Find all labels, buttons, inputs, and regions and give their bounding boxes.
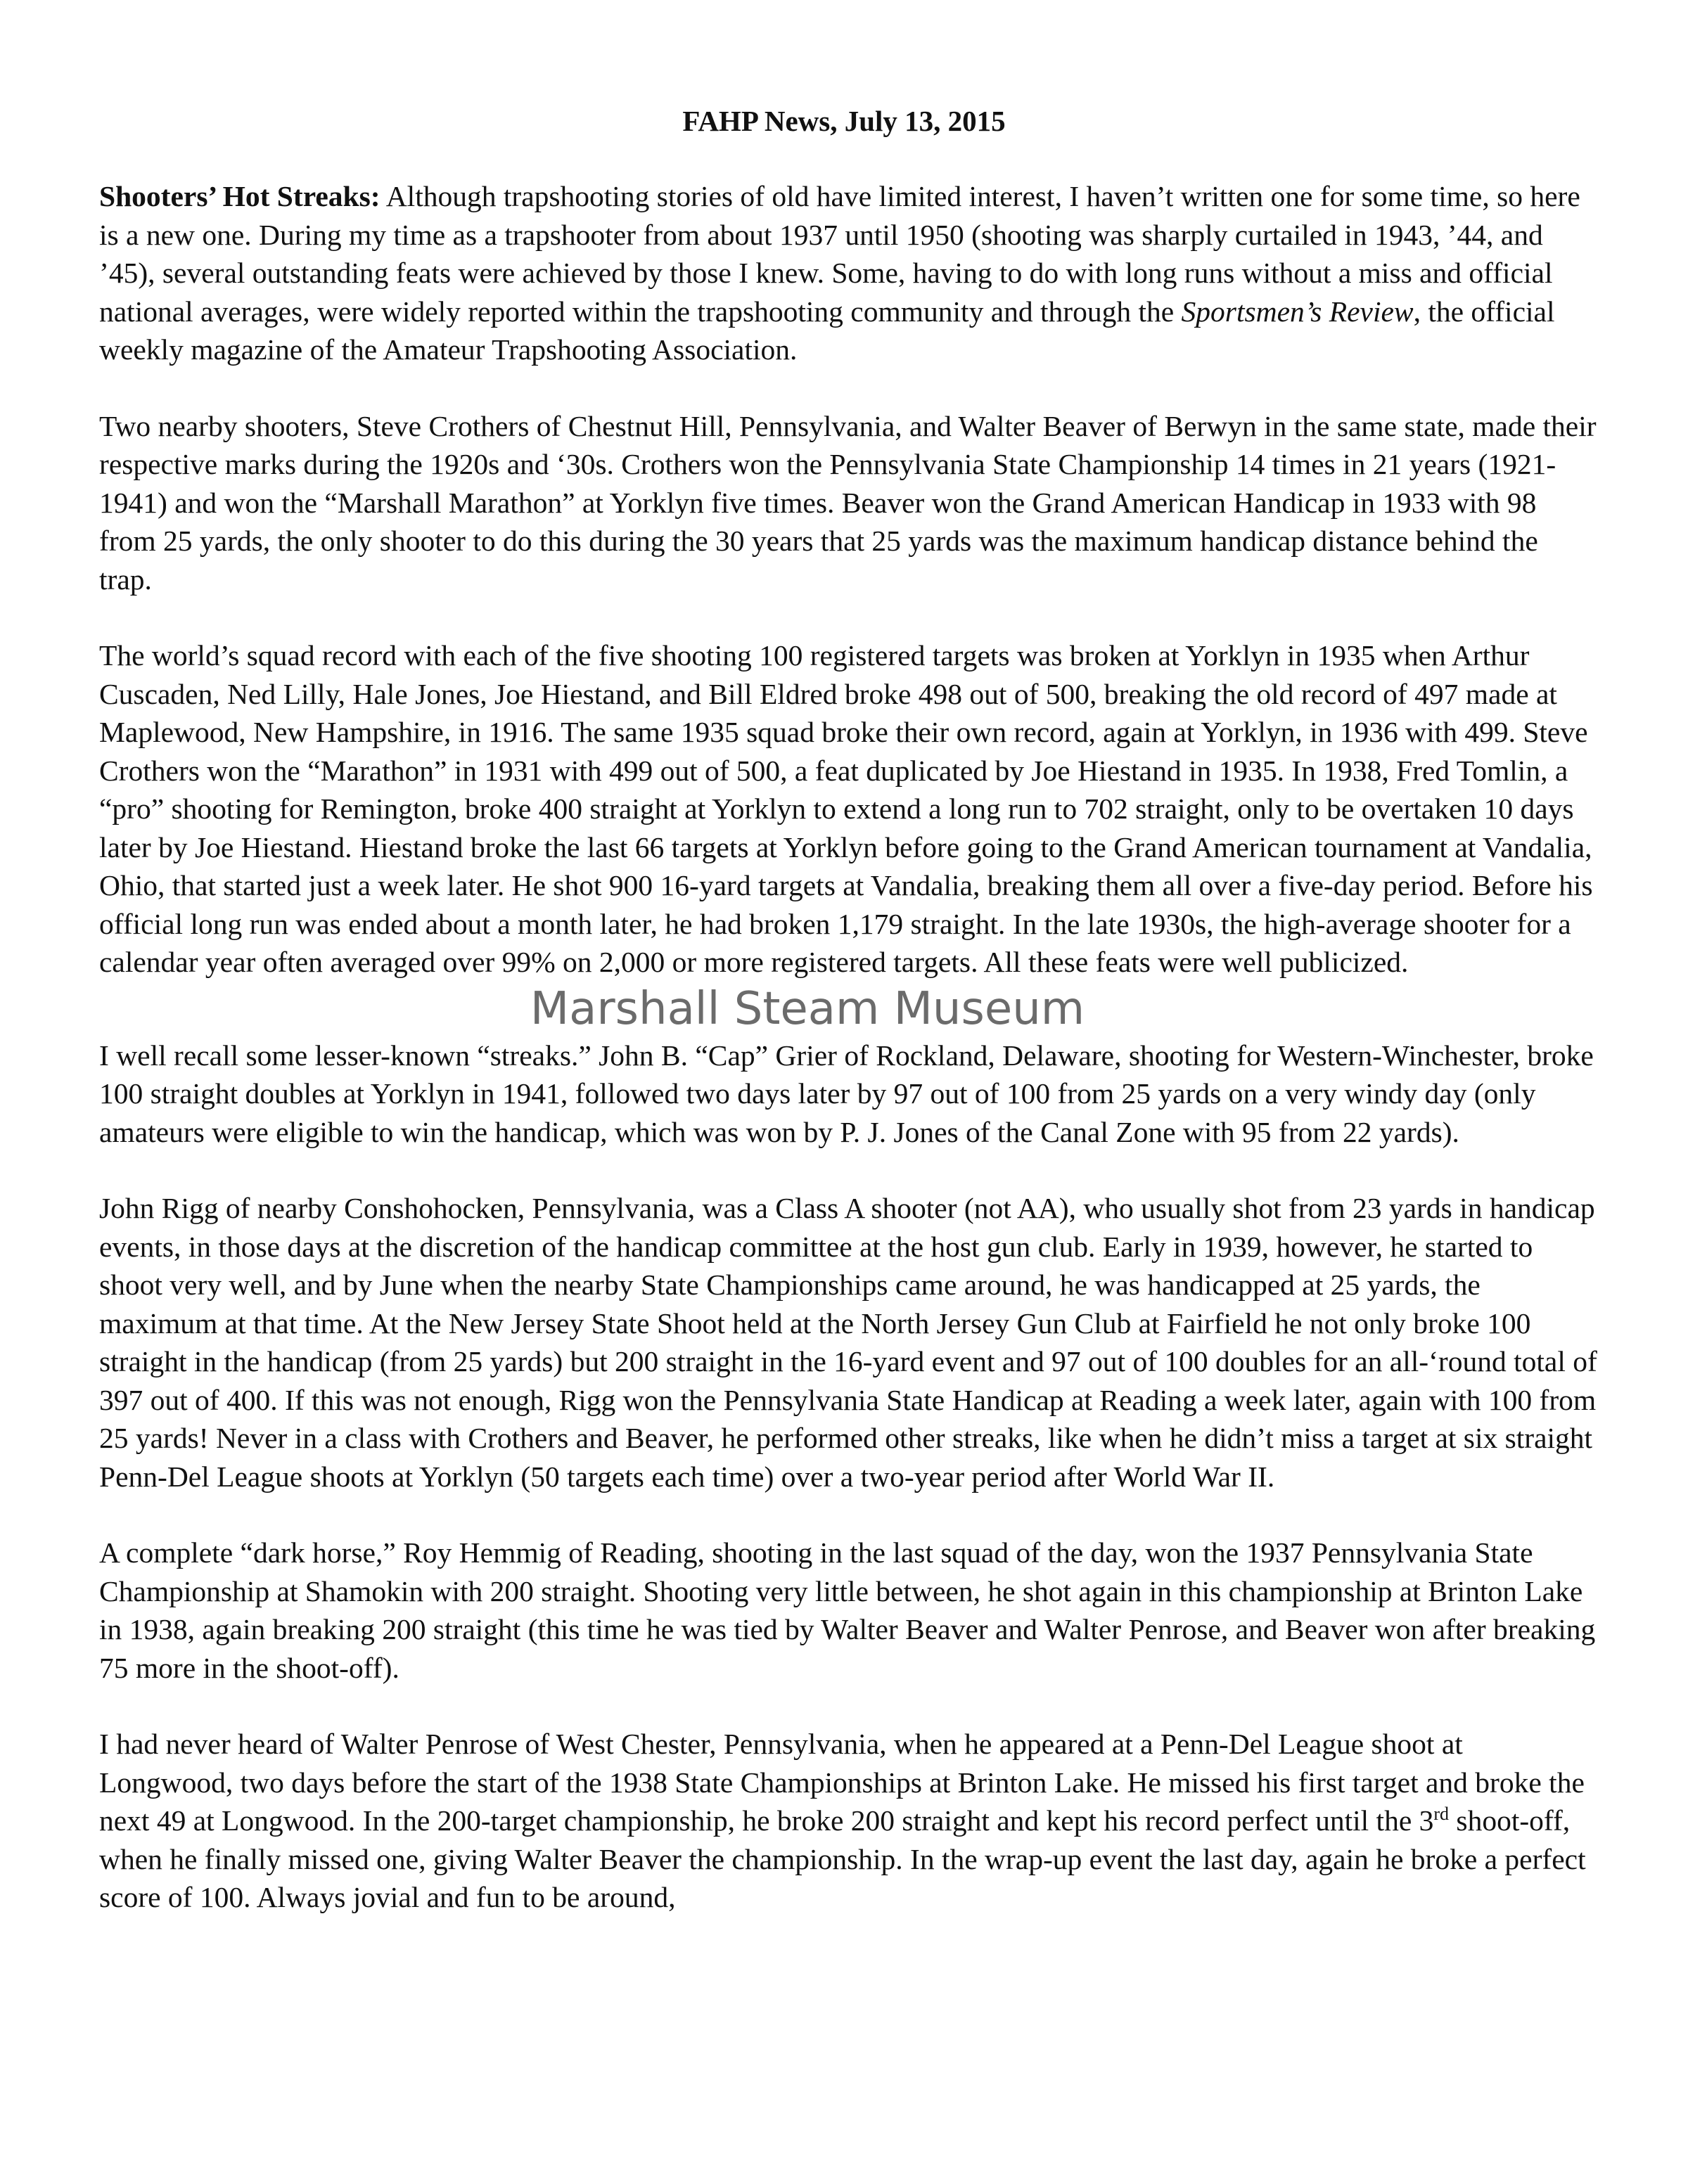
paragraph-text: I had never heard of Walter Penrose of West Chester, Pennsylvania, when he appeared at a Penn-Del League shoot at Longwood, two days before the start of the 1938 State Championships at Brinton Lake. He missed his first target and broke the next 49 at Longwood. In the 200-target championship, he broke 200 straight and kept his record perfect until the 3 xyxy=(99,1728,1585,1837)
paragraph-roy-hemmig: A complete “dark horse,” Roy Hemmig of Reading, shooting in the last squad of the day, won the 1937 Pennsylvania State Championship at Shamokin with 200 straight. Shooting very little between, he shot again in this championship at Brinton Lake in 1938, again breaking 200 straight (this time he was tied by Walter Beaver and Walter Penrose, and Beaver won after breaking 75 more in the shoot-off). xyxy=(99,1536,1596,1684)
publication-name: Sportsmen’s Review xyxy=(1181,295,1414,328)
paragraph-text: shoot-off, when he finally missed one, giving Walter Beaver the championship. In the wrap-up event the last day, again he broke a perfect score of 100. Always jovial and fun to be around, xyxy=(99,1804,1586,1913)
section-lead: Shooters’ Hot Streaks: xyxy=(99,180,381,212)
paragraph-text: Although trapshooting stories of old have limited interest, I haven’t written one for some time, so here is a new one. During my time as a trapshooter from about 1937 until 1950 (shooting was sharply curtailed in 1943, ’44, and ’45), several outstanding feats were achieved by those I knew. Some, having to do with long runs without a miss and official national averages, were widely reported within the trapshooting community and through the xyxy=(99,180,1580,328)
paragraph-text: , the official weekly magazine of the Amateur Trapshooting Association. xyxy=(99,295,1555,366)
paragraph-squad-record: The world’s squad record with each of the five shooting 100 registered targets was broken at Yorklyn in 1935 when Arthur Cuscaden, Ned Lilly, Hale Jones, Joe Hiestand, and Bill Eldred broke 498 out of 500, breaking the old record of 497 made at Maplewood, New Hampshire, in 1916. The same 1935 squad broke their own record, again at Yorklyn, in 1936 with 499. Steve Crothers won the “Marathon” in 1931 with 499 out of 500, a feat duplicated by Joe Hiestand in 1935. In 1938, Fred Tomlin, a “pro” shooting for Remington, broke 400 straight at Yorklyn to extend a long run to 702 straight, only to be overtaken 10 days later by Joe Hiestand. Hiestand broke the last 66 targets at Yorklyn before going to the Grand American tournament at Vandalia, Ohio, that started just a week later. He shot 900 16-yard targets at Vandalia, breaking them all over a five-day period. Before his official long run was ended about a month later, he had broken 1,179 straight. In the late 1930s, the high-average shooter for a calendar year often averaged over 99% on 2,000 or more registered targets. All these feats were well publicized. xyxy=(99,639,1593,978)
article-body xyxy=(99,177,1597,1955)
paragraph-crothers-beaver: Two nearby shooters, Steve Crothers of Chestnut Hill, Pennsylvania, and Walter Beaver of Berwyn in the same state, made their respective marks during the 1920s and ‘30s. Crothers won the Pennsylvania State Championship 14 times in 21 years (1921-1941) and won the “Marshall Marathon” at Yorklyn five times. Beaver won the Grand American Handicap in 1933 with 98 from 25 yards, the only shooter to do this during the 30 years that 25 yards was the maximum handicap distance behind the trap. xyxy=(99,409,1597,596)
paragraph-lesser-streaks: I well recall some lesser-known “streaks.” John B. “Cap” Grier of Rockland, Delaware, shooting for Western-Winchester, broke 100 straight doubles at Yorklyn in 1941, followed two days later by 97 out of 100 from 25 yards on a very windy day (only amateurs were eligible to win the handicap, which was won by P. J. Jones of the Canal Zone with 95 from 22 yards). xyxy=(99,1039,1594,1148)
paragraph-walter-penrose xyxy=(99,1725,1597,1917)
watermark: Marshall Steam Museum xyxy=(530,982,1085,1035)
ordinal-suffix: rd xyxy=(1433,1804,1450,1825)
page-title: FAHP News, July 13, 2015 xyxy=(682,105,1006,137)
paragraph-intro xyxy=(99,177,1597,369)
paragraph-john-rigg: John Rigg of nearby Conshohocken, Pennsylvania, was a Class A shooter (not AA), who usually shot from 23 yards in handicap events, in those days at the discretion of the handicap committee at the host gun club. Early in 1939, however, he started to shoot very well, and by June when the nearby State Championships came around, he was handicapped at 25 yards, the maximum at that time. At the New Jersey State Shoot held at the North Jersey Gun Club at Fairfield he not only broke 100 straight in the handicap (from 25 yards) but 200 straight in the 16-yard event and 97 out of 100 doubles for an all-‘round total of 397 out of 400. If this was not enough, Rigg won the Pennsylvania State Handicap at Reading a week later, again with 100 from 25 yards! Never in a class with Crothers and Beaver, he performed other streaks, like when he didn’t miss a target at six straight Penn-Del League shoots at Yorklyn (50 targets each time) over a two-year period after World War II. xyxy=(99,1192,1597,1493)
